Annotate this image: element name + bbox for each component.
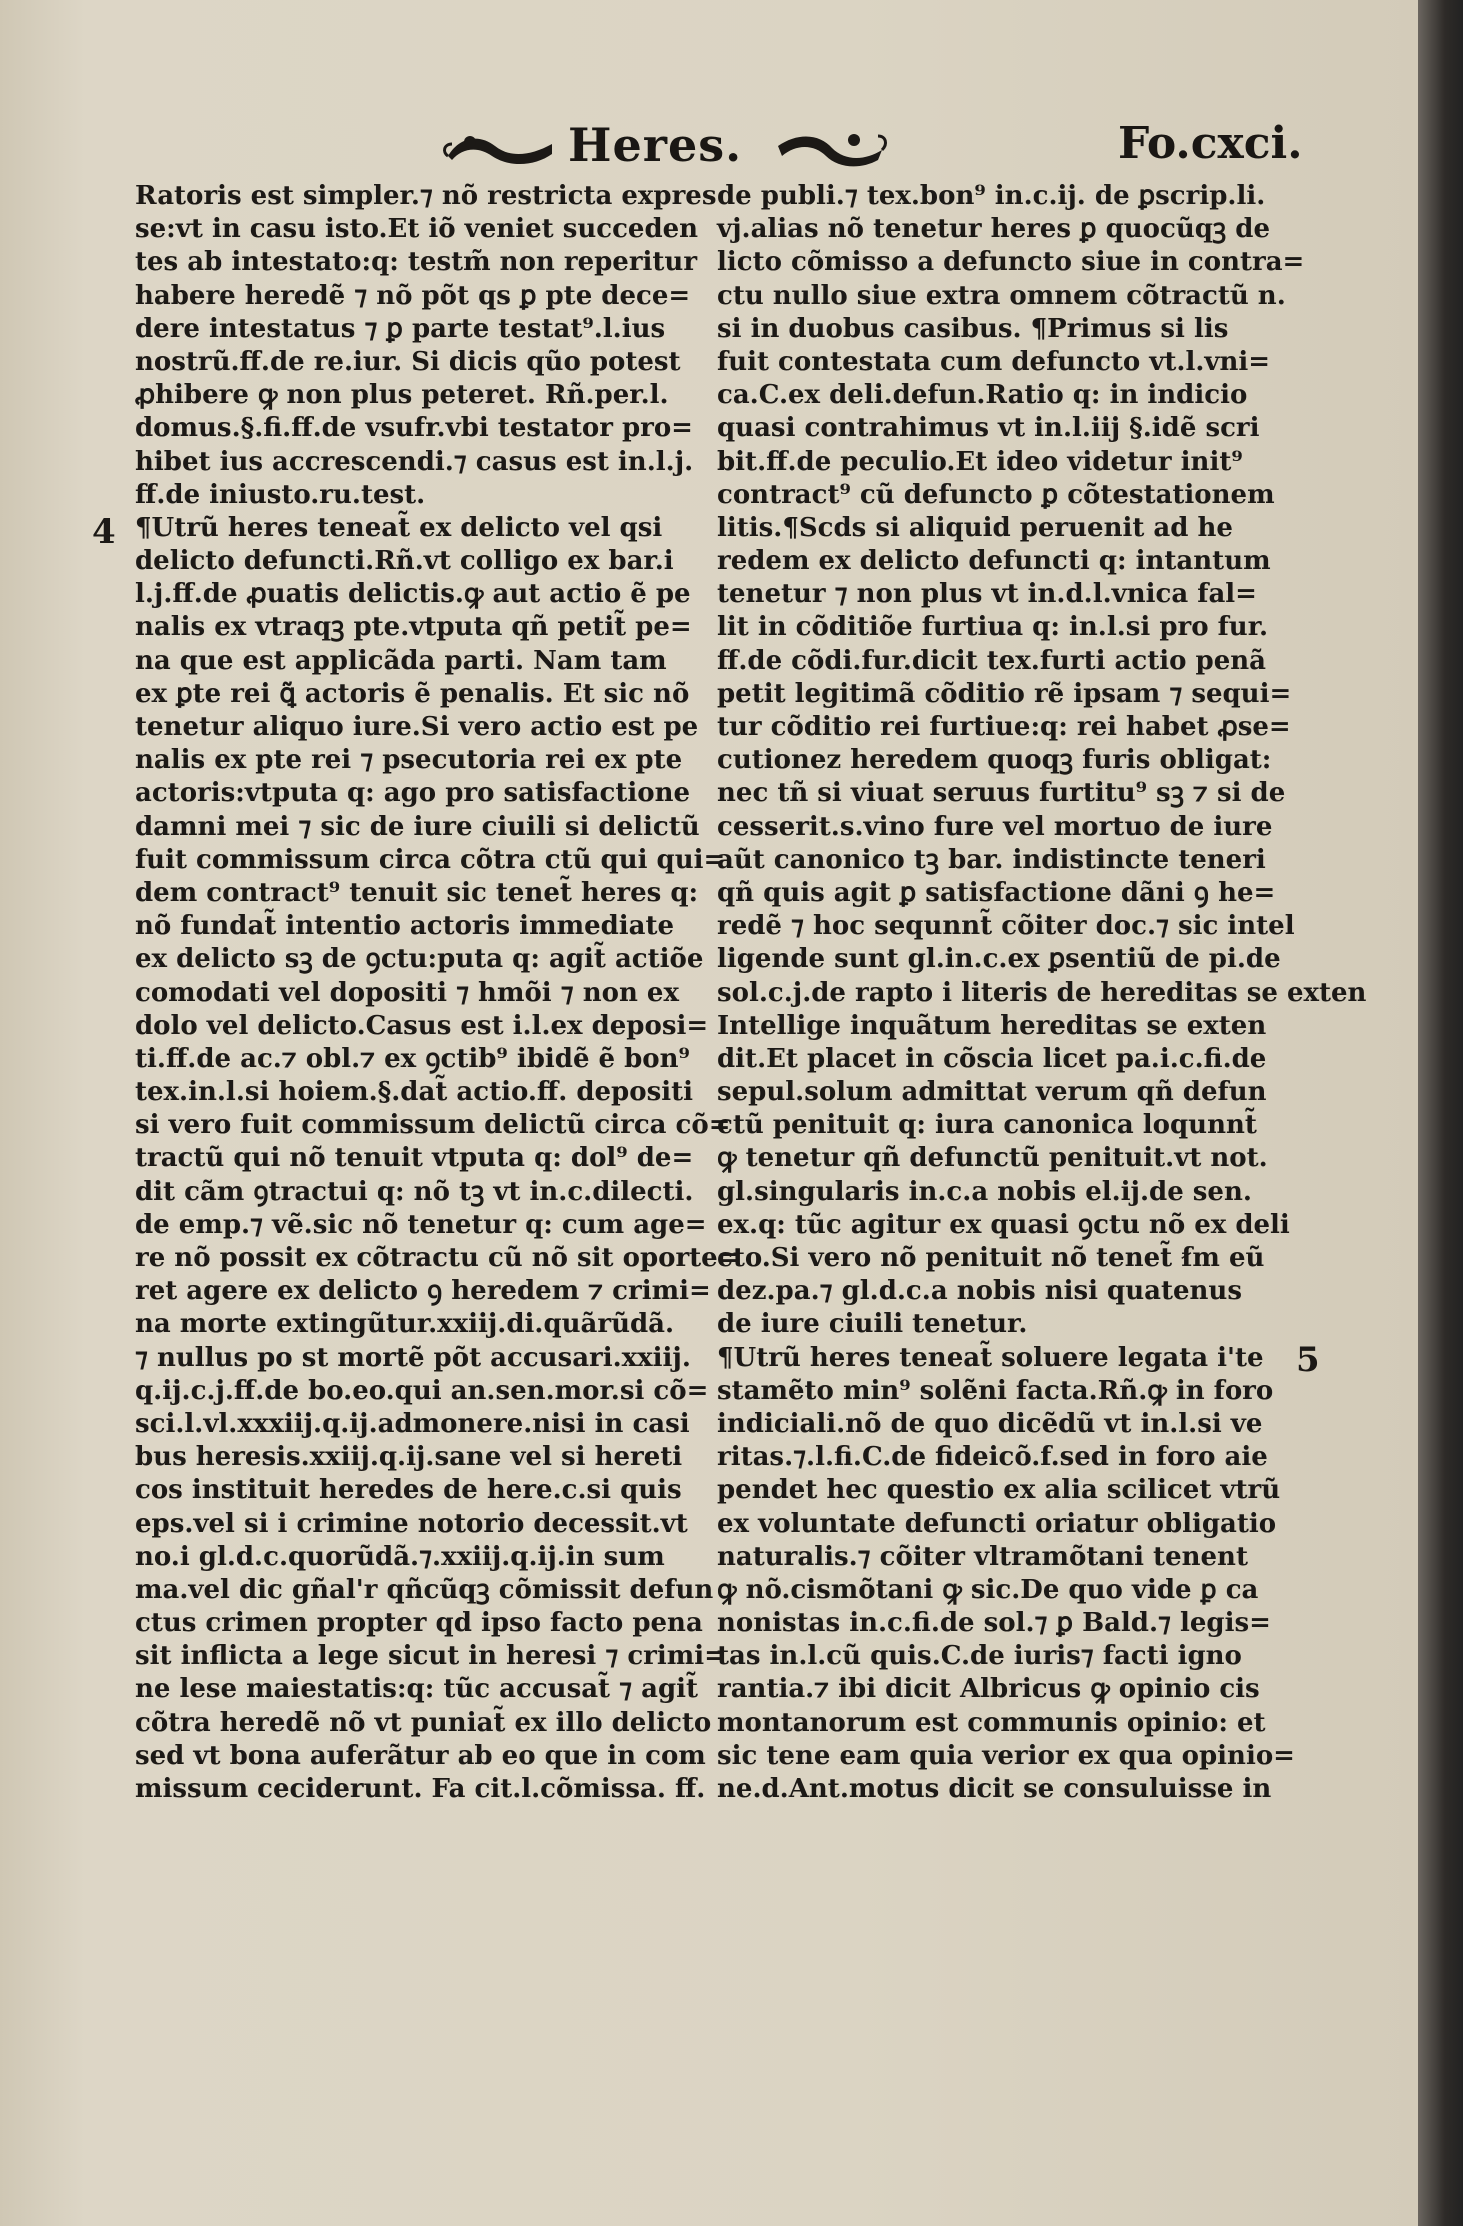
text-line: ex delicto sꝫ de ꝯctu:puta q: agit̃ actiõe [135,944,704,975]
text-line: ctũ penituit q: iura canonica loqunnt̃ [717,1110,1257,1141]
book-edge [1418,0,1463,2226]
text-line: ti.ff.de ac.⁊ obl.⁊ ex ꝯctib⁹ ibidẽ ẽ bon⁹ [135,1043,690,1074]
text-line: nõ fundat̃ intentio actoris immediate [135,911,675,942]
text-line: si vero fuit commissum delictũ circa cõ= [135,1110,731,1141]
text-line: sepul.solum admittat verum qñ defun [717,1077,1267,1108]
margin-number-right: 5 [1296,1340,1320,1380]
text-line: cto.Si vero nõ penituit nõ tenet̃ ẜm eũ [717,1243,1265,1273]
text-line: bit.ff.de peculio.Et ideo videtur init⁹ [717,446,1243,477]
text-line: ¶Utrũ heres teneat̃ soluere legata i'te [717,1342,1264,1373]
folio-number: Fo.cxci. [1118,118,1303,169]
text-line: ne.d.Ant.motus dicit se consuluisse in [717,1774,1272,1804]
text-line: ma.vel dic gñal'r qñcũqꝫ cõmissit defun [135,1574,714,1605]
right-ornament-icon [770,126,890,170]
text-line: domus.§.fi.ff.de vsufr.vbi testator pro= [135,413,693,444]
text-line: sol.c.j.de rapto i literis de hereditas se exten [717,977,1367,1008]
text-line: dolo vel delicto.Casus est i.l.ex deposi= [135,1010,709,1041]
text-line: de emp.⁊ vẽ.sic nõ tenetur q: cum age= [135,1209,707,1240]
text-line: petit legitimã cõditio rẽ ipsam ⁊ sequi= [717,678,1292,709]
text-line: eps.vel si i crimine notorio decessit.vt [135,1508,688,1539]
left-ornament-icon [440,126,560,170]
text-line: ex voluntate defuncti oriatur obligatio [717,1508,1277,1539]
text-line: de publi.⁊ tex.bon⁹ in.c.ij. de ꝑscrip.li. [717,181,1266,211]
text-line: fuit contestata cum defuncto vt.l.vni= [717,346,1271,377]
text-line: cos instituit heredes de here.c.si quis [135,1475,682,1506]
text-line: ff.de iniusto.ru.test. [135,479,426,510]
text-line: nalis ex vtraqꝫ pte.vtputa qñ petit̃ pe= [135,612,692,643]
text-line: tenetur aliquo iure.Si vero actio est pe [135,712,699,742]
text-line: actoris:vtputa q: ago pro satisfactione [135,778,691,809]
text-line: ex.q: tũc agitur ex quasi ꝯctu nõ ex deli [717,1209,1290,1240]
text-line: sit inflicta a lege sicut in heresi ⁊ crimi= [135,1641,726,1672]
text-line: no.i gl.d.c.quorũdã.⁊.xxiij.q.ij.in sum [135,1541,665,1572]
text-line: tur cõditio rei furtiue:q: rei habet ꝓse= [717,712,1291,742]
text-line: Ratoris est simpler.⁊ nõ restricta expres [135,181,717,211]
text-line: qñ quis agit ꝑ satisfactione dãni ꝯ he= [717,877,1276,908]
text-line: ne lese maiestatis:q: tũc accusat̃ ⁊ agit̃ [135,1674,699,1705]
text-line: ꝓhibere ꝙ non plus peteret. Rñ.per.l. [135,380,669,411]
text-line: aũt canonico tꝫ bar. indistincte teneri [717,844,1266,875]
text-line: missum ceciderunt. Fa cit.l.cõmissa. ff. [135,1774,706,1804]
left-text-column [135,180,740,1806]
text-line: ꝙ nõ.cismõtani ꝙ sic.De quo vide ꝑ ca [717,1574,1259,1605]
text-line: rantia.⁊ ibi dicit Albricus ꝙ opinio cis [717,1674,1260,1705]
page-header [440,118,1303,178]
text-line: re nõ possit ex cõtractu cũ nõ sit oporte= [135,1243,740,1273]
text-line: ꝙ tenetur qñ defunctũ penituit.vt not. [717,1143,1268,1174]
text-line: ligende sunt gl.in.c.ex ꝑsentiũ de pi.de [717,944,1281,975]
text-line: na que est applicãda parti. Nam tam [135,645,667,676]
text-line: de iure ciuili tenetur. [717,1309,1028,1340]
text-line: licto cõmisso a defuncto siue in contra= [717,247,1305,278]
text-line: nec tñ si viuat seruus furtitu⁹ sꝫ ⁊ si de [717,778,1286,809]
text-line: sic tene eam quia verior ex qua opinio= [717,1740,1295,1771]
text-line: tes ab intestato:q: testm̃ non reperitur [135,247,698,278]
text-line: litis.¶Scds si aliquid peruenit ad he [717,512,1233,543]
text-line: bus heresis.xxiij.q.ij.sane vel si hereti [135,1442,683,1473]
text-line: nonistas in.c.fi.de sol.⁊ ꝑ Bald.⁊ legis= [717,1608,1271,1639]
text-line: q.ij.c.j.ff.de bo.eo.qui an.sen.mor.si cõ= [135,1375,709,1406]
text-line: dit.Et placet in cõscia licet pa.i.c.fi.de [717,1043,1267,1074]
text-line: gl.singularis in.c.a nobis el.ij.de sen. [717,1176,1252,1207]
text-line: nostrũ.ff.de re.iur. Si dicis qũo potest [135,346,681,377]
text-line: delicto defuncti.Rñ.vt colligo ex bar.i [135,546,674,577]
text-line: dem contract⁹ tenuit sic tenet̃ heres q: [135,877,699,908]
margin-number-left: 4 [92,512,116,552]
text-line: ⁊ nullus po st mortẽ põt accusari.xxiij. [135,1342,691,1373]
text-line: dit cãm ꝯtractui q: nõ tꝫ vt in.c.dilecti. [135,1176,694,1207]
text-line: ret agere ex delicto ꝯ heredem ⁊ crimi= [135,1276,711,1307]
text-line: contract⁹ cũ defuncto ꝑ cõtestationem [717,479,1275,510]
text-line: cutionez heredem quoqꝫ furis obligat: [717,745,1272,776]
text-line: habere heredẽ ⁊ nõ põt qs ꝑ pte dece= [135,280,691,311]
text-line: quasi contrahimus vt in.l.iij §.idẽ scri [717,413,1260,444]
right-text-column [717,180,1367,1806]
text-line: ctu nullo siue extra omnem cõtractũ n. [717,280,1286,311]
text-line: comodati vel dopositi ⁊ hmõi ⁊ non ex [135,977,679,1008]
text-line: Intellige inquãtum hereditas se exten [717,1010,1267,1041]
text-line: redẽ ⁊ hoc sequnnt̃ cõiter doc.⁊ sic intel [717,911,1295,942]
text-line: cesserit.s.vino fure vel mortuo de iure [717,811,1273,842]
text-line: tex.in.l.si hoiem.§.dat̃ actio.ff. depositi [135,1077,693,1108]
text-line: montanorum est communis opinio: et [717,1707,1266,1738]
text-line: fuit commissum circa cõtra ctũ qui qui= [135,844,726,875]
text-line: tenetur ⁊ non plus vt in.d.l.vnica fal= [717,579,1257,610]
text-line: tractũ qui nõ tenuit vtputa q: dol⁹ de= [135,1143,694,1174]
text-line: indiciali.nõ de quo dicẽdũ vt in.l.si ve [717,1408,1263,1439]
text-line: damni mei ⁊ sic de iure ciuili si delictũ [135,811,700,842]
text-line: ca.C.ex deli.defun.Ratio q: in indicio [717,380,1248,411]
text-line: na morte extingũtur.xxiij.di.quãrũdã. [135,1309,675,1340]
text-line: ex ꝑte rei ꝗ̃ actoris ẽ penalis. Et sic nõ [135,678,690,709]
text-line: ritas.⁊.l.fi.C.de fideicõ.f.sed in foro aie [717,1442,1268,1473]
text-line: l.j.ff.de ꝓuatis delictis.ꝙ aut actio ẽ pe [135,579,691,610]
text-line: sed vt bona auferãtur ab eo que in com [135,1740,706,1771]
text-line: dere intestatus ⁊ ꝑ parte testat⁹.l.ius [135,313,666,344]
text-line: dez.pa.⁊ gl.d.c.a nobis nisi quatenus [717,1276,1242,1307]
text-line: stamẽto min⁹ solẽni facta.Rñ.ꝙ in foro [717,1375,1274,1406]
text-line: ff.de cõdi.fur.dicit tex.furti actio penã [717,645,1266,676]
text-line: ¶Utrũ heres teneat̃ ex delicto vel qsi [135,512,663,543]
text-line: nalis ex pte rei ⁊ psecutoria rei ex pte [135,745,683,776]
text-line: cõtra heredẽ nõ vt puniat̃ ex illo delicto [135,1707,712,1738]
text-line: tas in.l.cũ quis.C.de iuris⁊ facti igno [717,1641,1242,1672]
text-line: se:vt in casu isto.Et iõ veniet succeden [135,214,699,245]
text-line: hibet ius accrescendi.⁊ casus est in.l.j. [135,446,694,477]
text-line: naturalis.⁊ cõiter vltramõtani tenent [717,1541,1248,1572]
text-line: vj.alias nõ tenetur heres ꝑ quocũqꝫ de [717,214,1270,245]
text-line: si in duobus casibus. ¶Primus si lis [717,313,1229,344]
running-head: Heres. [568,118,743,172]
text-line: sci.l.vl.xxxiij.q.ij.admonere.nisi in casi [135,1408,690,1439]
text-line: ctus crimen propter qd ipso facto pena [135,1608,703,1639]
text-line: lit in cõditiõe furtiua q: in.l.si pro fur. [717,612,1269,643]
text-line: redem ex delicto defuncti q: intantum [717,546,1271,577]
text-line: pendet hec questio ex alia scilicet vtrũ [717,1475,1281,1506]
